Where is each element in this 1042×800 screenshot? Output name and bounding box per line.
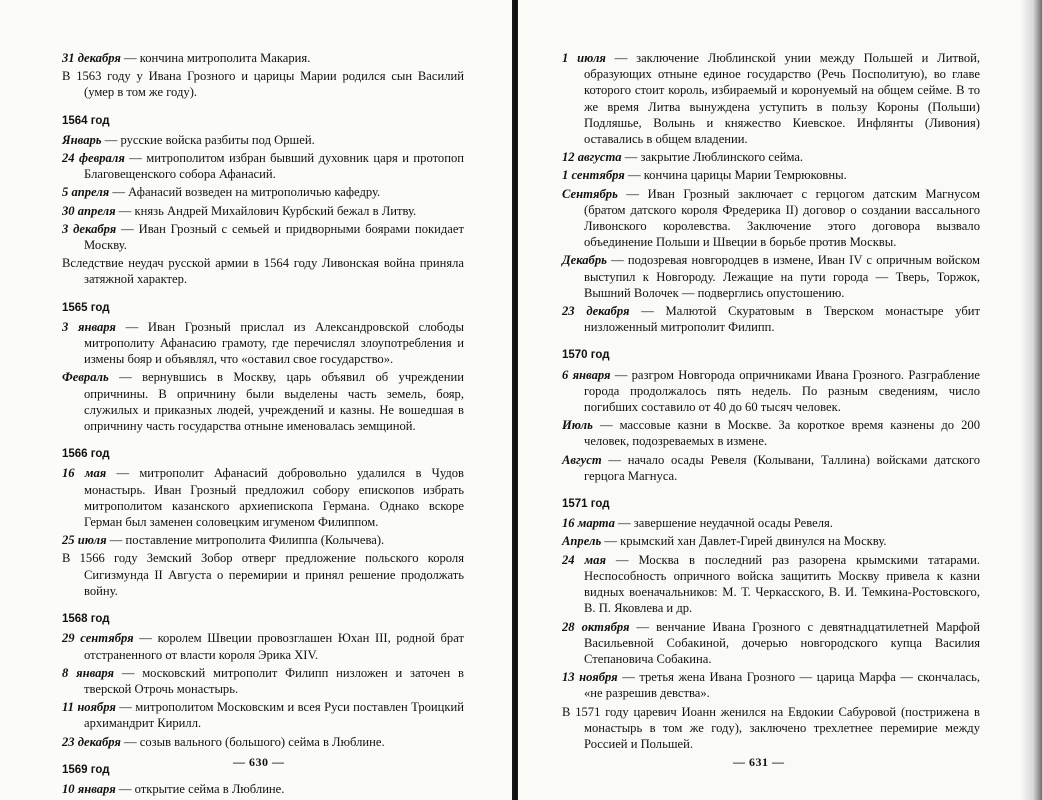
year-heading: 1570 год bbox=[562, 349, 610, 362]
chronicle-entry bbox=[62, 699, 464, 731]
chronicle-entry bbox=[62, 369, 464, 434]
chronicle-entry bbox=[62, 781, 464, 797]
entry-date: 6 января bbox=[562, 367, 611, 382]
chronicle-entry bbox=[62, 630, 464, 662]
chronicle-entry bbox=[562, 619, 980, 668]
page-number: — 630 — bbox=[233, 755, 285, 769]
entry-date: 5 апреля bbox=[62, 185, 110, 200]
entry-text: — начало осады Ревеля (Колывани, Таллина) войсками датского герцога Магнуса. bbox=[584, 452, 980, 483]
entry-date: 12 августа bbox=[562, 150, 622, 165]
entry-date: Июль bbox=[562, 418, 593, 433]
entry-date: Август bbox=[562, 452, 602, 467]
chronicle-entry bbox=[62, 319, 464, 368]
entry-text: — московский митрополит Филипп низложен и заточен в тверской Отрочь монастырь. bbox=[84, 665, 464, 696]
entry-text: — Иван Грозный с семьей и придворными боярами покидает Москву. bbox=[84, 221, 464, 253]
chronicle-entry bbox=[62, 150, 464, 182]
entry-text: — митрополитом избран бывший духовник царя и протопоп Благовещенского собора Афанасий. bbox=[84, 151, 464, 182]
entry-text: — массовые казни в Москве. За короткое время казнены до 200 человек, подозреваемых в измене. bbox=[584, 418, 980, 449]
entry-date: 16 мая bbox=[62, 466, 107, 481]
chronicle-entry bbox=[562, 533, 980, 549]
entry-text: — подозревая новгородцев в измене, Иван IV с опричным войском выступил к Новгороду. Лежащие на пути города — Тверь, Торжок, Вышний Волочек — подверглись опустошению. bbox=[584, 253, 980, 300]
entry-text: — завершение неудачной осады Ревеля. bbox=[614, 516, 833, 531]
entry-text: — венчание Ивана Грозного с девятнадцатилетней Марфой Васильевной Собакиной, дочерью новгородского купца Василия Степановича Собакина. bbox=[584, 619, 980, 666]
chronicle-entry bbox=[62, 50, 464, 66]
entry-date: 31 декабря bbox=[62, 51, 121, 65]
right-page-text bbox=[562, 50, 980, 754]
chronicle-entry bbox=[62, 221, 464, 253]
page-number: — 631 — bbox=[733, 755, 785, 769]
entry-date: 10 января bbox=[62, 781, 116, 796]
entry-text: — русские войска разбиты под Оршей. bbox=[101, 132, 315, 147]
entry-date: Январь bbox=[62, 132, 102, 147]
entry-date: 3 декабря bbox=[62, 221, 117, 236]
chronicle-entry bbox=[62, 203, 464, 219]
chronicle-entry bbox=[562, 50, 980, 147]
chronicle-entry bbox=[562, 669, 980, 701]
chronicle-entry bbox=[562, 417, 980, 449]
chronicle-entry bbox=[562, 186, 980, 251]
entry-date: 1 сентября bbox=[562, 168, 625, 183]
chronicle-entry bbox=[562, 552, 980, 617]
entry-date: 3 января bbox=[62, 319, 116, 334]
chronicle-entry bbox=[62, 68, 464, 100]
chronicle-entry bbox=[562, 515, 980, 531]
chronicle-entry bbox=[62, 665, 464, 697]
year-heading: 1571 год bbox=[562, 498, 610, 511]
year-heading: 1568 год bbox=[62, 613, 110, 626]
entry-date: Сентябрь bbox=[562, 186, 618, 201]
chronicle-entry bbox=[62, 184, 464, 200]
entry-date: 8 января bbox=[62, 665, 115, 680]
entry-date: 13 ноября bbox=[562, 670, 618, 685]
right-page bbox=[518, 0, 1042, 800]
year-heading: 1569 год bbox=[62, 763, 110, 776]
entry-text: — созыв вального (большого) сейма в Люблине. bbox=[120, 734, 385, 749]
chronicle-entry bbox=[62, 734, 464, 750]
entry-text: — митрополитом Московским и всея Руси поставлен Троицкий архимандрит Кирилл. bbox=[84, 700, 465, 731]
entry-text: — третья жена Ивана Грозного — царица Марфа — скончалась, «не разрешив девства». bbox=[584, 670, 980, 701]
entry-date: 29 сентября bbox=[62, 631, 134, 646]
year-heading: 1564 год bbox=[62, 114, 110, 127]
chronicle-entry bbox=[562, 303, 980, 335]
entry-text: В 1571 году царевич Иоанн женился на Евдокии Сабуровой (пострижена в монастырь в том же году), заключено трехлетнее перемирие между Россией и Польшей. bbox=[562, 704, 980, 751]
entry-date: 30 апреля bbox=[62, 203, 116, 218]
entry-date: Апрель bbox=[562, 534, 602, 549]
entry-date: 28 октября bbox=[562, 619, 630, 634]
chronicle-entry bbox=[562, 149, 980, 165]
entry-text: — разгром Новгорода опричниками Ивана Грозного. Разграбление города продолжалось пять недель. По разным сведениям, число погибших составило от 40 до 60 тысяч человек. bbox=[584, 367, 980, 415]
entry-date: 25 июля bbox=[62, 533, 107, 548]
entry-text: — королем Швеции провозглашен Юхан III, родной брат отстраненного от власти короля Эрика XIV. bbox=[84, 631, 464, 662]
entry-text: — Афанасий возведен на митрополичью кафедру. bbox=[109, 185, 381, 200]
entry-text: — кончина митрополита Макария. bbox=[120, 51, 311, 65]
chronicle-entry bbox=[62, 532, 464, 548]
chronicle-entry bbox=[562, 704, 980, 753]
entry-text: — заключение Люблинской унии между Польшей и Литвой, образующих отныне единое государство (Речь Посполитую), во главе которого стоит король, избираемый и коронуемый на общем сейме. В то же время Литва вынуждена уступить в пользу Короны (Польши) Подляшье, Волынь и княжество Киевское. Инфлянты (Ливония) оставались в общем владении. bbox=[584, 51, 981, 147]
entry-date: Декабрь bbox=[562, 253, 607, 268]
chronicle-entry bbox=[562, 367, 980, 416]
year-heading: 1566 год bbox=[62, 448, 110, 461]
entry-date: 1 июля bbox=[562, 51, 606, 65]
entry-text: — митрополит Афанасий добровольно удалился в Чудов монастырь. Иван Грозный предложил собору епископов избрать митрополитом казанского архиепископа Германа. Однако вскоре Герман был заменен соловецким игуменом Филиппом. bbox=[84, 466, 464, 530]
chronicle-entry bbox=[562, 452, 980, 484]
left-page bbox=[0, 0, 512, 800]
entry-date: Февраль bbox=[62, 370, 109, 385]
entry-text: — открытие сейма в Люблине. bbox=[115, 781, 285, 796]
entry-date: 24 мая bbox=[562, 552, 606, 567]
entry-text: Вследствие неудач русской армии в 1564 году Ливонская война приняла затяжной характер. bbox=[62, 256, 464, 287]
entry-text: — закрытие Люблинского сейма. bbox=[621, 150, 804, 165]
entry-date: 16 марта bbox=[562, 516, 615, 531]
chronicle-entry bbox=[562, 252, 980, 301]
chronicle-entry bbox=[62, 550, 464, 599]
chronicle-entry bbox=[62, 465, 464, 530]
chronicle-entry bbox=[62, 132, 464, 148]
entry-text: — Иван Грозный прислал из Александровской слободы митрополиту Афанасию грамоту, где перечислял злоупотребления и измены бояр и объявлял, что «оставил свое государство». bbox=[84, 319, 465, 367]
entry-text: — поставление митрополита Филиппа (Колычева). bbox=[106, 533, 385, 548]
year-heading: 1565 год bbox=[62, 301, 110, 314]
entry-text: — князь Андрей Михайлович Курбский бежал в Литву. bbox=[115, 203, 417, 218]
entry-text: — кончина царицы Марии Темрюковны. bbox=[624, 168, 847, 183]
page-edge-shadow bbox=[1020, 0, 1042, 800]
chronicle-entry bbox=[562, 167, 980, 183]
entry-text: — вернувшись в Москву, царь объявил об учреждении опричнины. В опричнину были выделены часть земель, бояр, служилых и приказных людей, учреждений и казны. Не вошедшая в опричнину часть государства отныне именовалась земщиной. bbox=[84, 370, 464, 434]
entry-date: 24 февраля bbox=[62, 151, 125, 166]
entry-date: 23 декабря bbox=[62, 734, 121, 749]
chronicle-entry bbox=[62, 255, 464, 287]
entry-date: 11 ноября bbox=[62, 700, 116, 715]
entry-text: — Иван Грозный заключает с герцогом датским Магнусом (братом датского короля Фредерика II) договор о создании вассального Ливонского королевства. Заключение этого договора вызвало объединение Польши и Швеции в борьбе против Москвы. bbox=[584, 186, 980, 250]
entry-text: — крымский хан Давлет-Гирей двинулся на Москву. bbox=[601, 534, 887, 549]
entry-text: В 1563 году у Ивана Грозного и царицы Марии родился сын Василий (умер в том же году). bbox=[62, 69, 464, 100]
entry-text: — Москва в последний раз разорена крымскими татарами. Неспособность опричного войска защитить Москву привела к казни видных военачальников: М. Т. Черкасского, В. И. Темкина-Ростовского, В. П. Яковлева и др. bbox=[584, 552, 980, 616]
entry-date: 23 декабря bbox=[562, 304, 630, 319]
left-page-text bbox=[62, 50, 464, 799]
entry-text: — Малютой Скуратовым в Тверском монастыре убит низложенный митрополит Филипп. bbox=[584, 304, 980, 335]
entry-text: В 1566 году Земский Зобор отверг предложение польского короля Сигизмунда II Августа о перемирии и принял решение продолжать войну. bbox=[62, 551, 464, 598]
